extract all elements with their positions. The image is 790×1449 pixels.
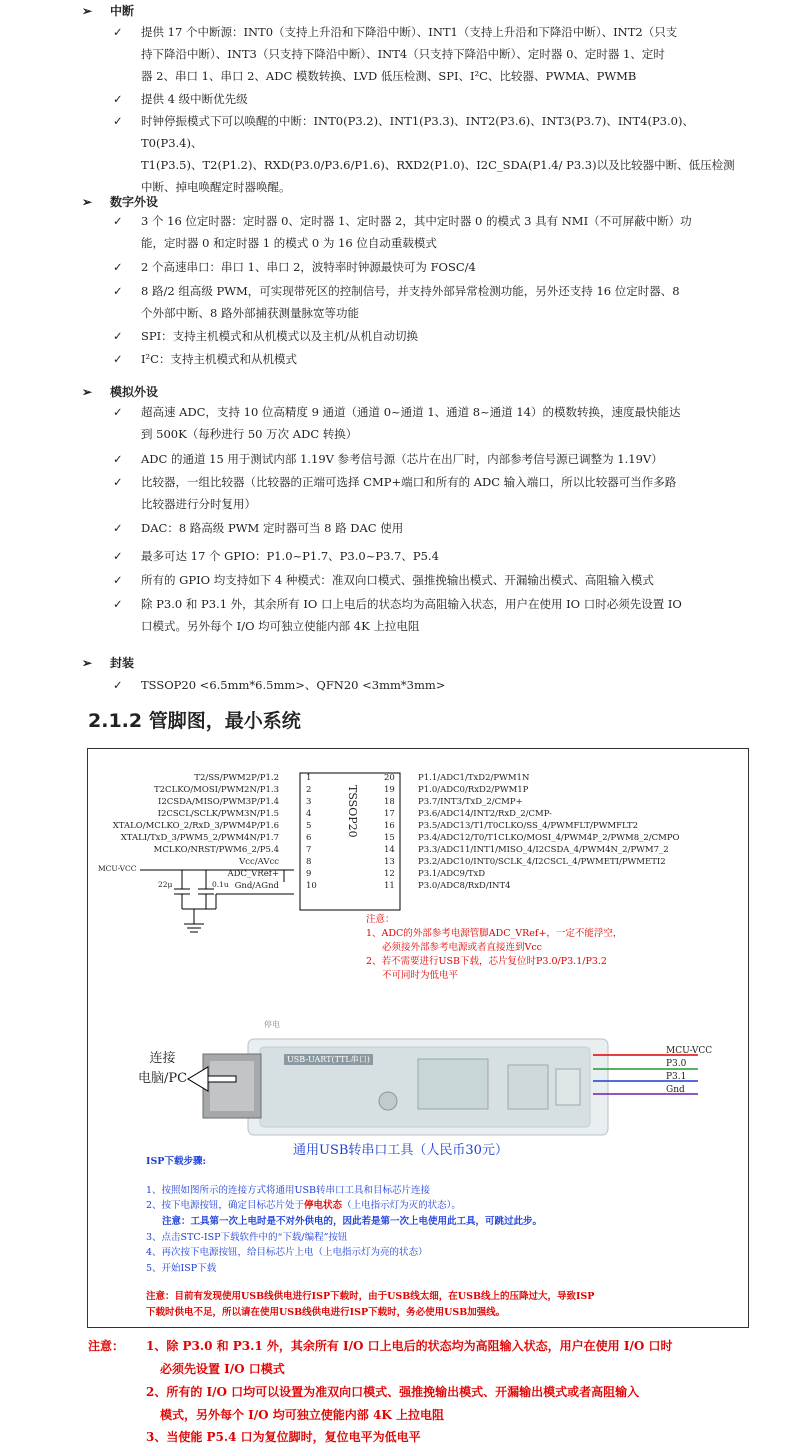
chip-pin-label-19: P1.0/ADC0/RxD2/PWM1P xyxy=(418,785,529,795)
bottom-note-line: 模式，另外每个 I/O 均可独立使能内部 4K 上拉电阻 xyxy=(160,1408,444,1422)
chip-pin-label-2: T2CLKO/MOSI/PWM2N/P1.3 xyxy=(153,785,279,795)
isp-step-1: 1、按照如图所示的连接方式将通用USB转串口工具和目标芯片连接 xyxy=(146,1185,431,1196)
chip-pin-label-20: P1.1/ADC1/TxD2/PWM1N xyxy=(418,773,530,783)
usb-board-power-label: 停电 xyxy=(264,1020,280,1029)
chip-pin-number: 11 xyxy=(384,881,395,891)
mcu-vcc-label: MCU-VCC xyxy=(98,864,137,873)
check-icon: ✓ xyxy=(113,329,123,343)
chip-pin-label-14: P3.3/ADC11/INT1/MISO_4/I2CSDA_4/PWM4N_2/PWM7_2 xyxy=(418,845,669,855)
chip-pin-label-15: P3.4/ADC12/T0/T1CLKO/MOSI_4/PWM4P_2/PWM8_2/CMPO xyxy=(418,833,680,843)
chip-pin-label-10: Gnd/AGnd xyxy=(234,881,279,891)
list-item: ✓ SPI：支持主机模式和从机模式以及主机/从机自动切换 xyxy=(113,325,753,347)
check-icon: ✓ xyxy=(113,475,123,489)
isp-step-2-note: 注意：工具第一次上电时是不对外供电的，因此若是第一次上电使用此工具，可跳过此步。 xyxy=(162,1216,543,1227)
chip-pin-label-5: XTALO/MCLKO_2/RxD_3/PWM4P/P1.6 xyxy=(112,821,279,831)
usb-board-label: USB-UART(TTL串口) xyxy=(284,1054,373,1065)
chip-pin-number: 3 xyxy=(306,797,312,807)
bottom-note-line: 2、所有的 I/O 口均可以设置为准双向口模式、强推挽输出模式、开漏输出模式或者高阻输入 xyxy=(146,1385,640,1399)
arrow-icon: ➢ xyxy=(82,385,93,399)
list-item: ✓ 时钟停振模式下可以唤醒的中断：INT0(P3.2)、INT1(P3.3)、INT2(P3.6)、INT3(P3.7)、INT4(P3.0)、T0(P3.4)、 T1(P3.5)、T2(P1.2)、RXD(P3.0/P3.6/P1.6)、RXD2(P1.0)、I2C_SDA(P1.4/ P3.3)以及比较器中断、低压检测 中断、掉电唤醒定时器唤醒。 xyxy=(113,110,753,198)
chip-pin-number: 6 xyxy=(306,833,312,843)
check-icon: ✓ xyxy=(113,452,123,466)
arrow-icon: ➢ xyxy=(82,195,93,209)
chip-pin-number: 12 xyxy=(384,869,395,879)
chip-pin-label-4: I2CSCL/SCLK/PWM3N/P1.5 xyxy=(157,809,279,819)
arrow-icon: ➢ xyxy=(82,656,93,670)
list-item: ✓ TSSOP20 <6.5mm*6.5mm>、QFN20 <3mm*3mm> xyxy=(113,674,753,696)
list-item: ✓ 提供 17 个中断源：INT0（支持上升沿和下降沿中断）、INT1（支持上升沿和下降沿中断）、INT2（只支 持下降沿中断）、INT3（只支持下降沿中断）、INT4（只支持下降沿中断）、定时器 0、定时器 1、定时 器 2、串口 1、串口 2、ADC 模数转换、LVD 低压检测、SPI、I²C、比较器、PWMA、PWMB xyxy=(113,21,753,87)
list-item: ✓ 所有的 GPIO 均支持如下 4 种模式：准双向口模式、强推挽输出模式、开漏输出模式、高阻输入模式 xyxy=(113,569,753,591)
check-icon: ✓ xyxy=(113,214,123,228)
chip-pin-number: 4 xyxy=(306,809,312,819)
section-digital-title: ➢ 数字外设 xyxy=(82,195,159,209)
isp-step-2: 2、按下电源按钮，确定目标芯片处于停电状态（上电指示灯为灭的状态）。 xyxy=(146,1200,461,1211)
list-item: ✓ 最多可达 17 个 GPIO：P1.0~P1.7、P3.0~P3.7、P5.4 xyxy=(113,545,753,567)
bottom-note-line: 必须先设置 I/O 口模式 xyxy=(160,1362,285,1376)
chip-pin-number: 1 xyxy=(306,773,312,783)
isp-warning-2: 下载时供电不足，所以请在使用USB线供电进行ISP下载时，务必使用USB加强线。 xyxy=(146,1307,506,1318)
list-item: ✓ DAC：8 路高级 PWM 定时器可当 8 路 DAC 使用 xyxy=(113,517,753,539)
isp-step-3: 3、点击STC-ISP下载软件中的“下载/编程”按钮 xyxy=(146,1232,348,1243)
chip-pin-number: 13 xyxy=(384,857,395,867)
section-heading: 2.1.2 管脚图，最小系统 xyxy=(88,710,301,732)
list-item: ✓ 除 P3.0 和 P3.1 外，其余所有 IO 口上电后的状态均为高阻输入状态，用户在使用 IO 口时必须先设置 IO 口模式。另外每个 I/O 均可独立使能内部 4K 上拉电阻 xyxy=(113,593,753,637)
chip-pin-number: 5 xyxy=(306,821,312,831)
check-icon: ✓ xyxy=(113,260,123,274)
cap-22u-label: 22μ xyxy=(158,880,173,889)
pinout-figure xyxy=(87,748,749,1328)
bottom-note-line: 3、当使能 P5.4 口为复位脚时，复位电平为低电平 xyxy=(146,1430,421,1444)
usb-signal-labels: MCU-VCC P3.0 P3.1 Gnd xyxy=(666,1046,713,1095)
bottom-note-line: 1、除 P3.0 和 P3.1 外，其余所有 I/O 口上电后的状态均为高阻输入状态，用户在使用 I/O 口时 xyxy=(146,1339,673,1353)
list-item: ✓ 3 个 16 位定时器：定时器 0、定时器 1、定时器 2，其中定时器 0 的模式 3 具有 NMI（不可屏蔽中断）功 能，定时器 0 和定时器 1 的模式 0 为 16 位自动重载模式 xyxy=(113,210,753,254)
chip-pin-number: 9 xyxy=(306,869,312,879)
chip-pin-number: 19 xyxy=(384,785,395,795)
cap-01u-label: 0.1u xyxy=(212,880,229,889)
check-icon: ✓ xyxy=(113,92,123,106)
list-item: ✓ I²C：支持主机模式和从机模式 xyxy=(113,348,753,370)
chip-pin-label-16: P3.5/ADC13/T1/T0CLKO/SS_4/PWMFLT/PWMFLT2 xyxy=(418,821,639,831)
chip-package-label: TSSOP20 xyxy=(346,785,359,838)
chip-pin-label-1: T2/SS/PWM2P/P1.2 xyxy=(194,773,279,783)
check-icon: ✓ xyxy=(113,114,123,128)
chip-pin-label-11: P3.0/ADC8/RxD/INT4 xyxy=(418,881,511,891)
chip-pin-label-13: P3.2/ADC10/INT0/SCLK_4/I2CSCL_4/PWMETI/PWMETI2 xyxy=(418,857,666,867)
list-item: ✓ 8 路/2 组高级 PWM，可实现带死区的控制信号，并支持外部异常检测功能，另外还支持 16 位定时器、8 个外部中断、8 路外部捕获测量脉宽等功能 xyxy=(113,280,753,324)
chip-pin-number: 15 xyxy=(384,833,395,843)
chip-pin-number: 16 xyxy=(384,821,395,831)
check-icon: ✓ xyxy=(113,573,123,587)
chip-pin-label-12: P3.1/ADC9/TxD xyxy=(418,869,486,879)
list-item: ✓ ADC 的通道 15 用于测试内部 1.19V 参考信号源（芯片在出厂时，内部参考信号源已调整为 1.19V） xyxy=(113,448,753,470)
chip-pin-label-6: XTALI/TxD_3/PWM5_2/PWM4N/P1.7 xyxy=(120,833,279,843)
chip-pin-number: 18 xyxy=(384,797,395,807)
section-interrupt-title: ➢ 中断 xyxy=(82,4,135,18)
check-icon: ✓ xyxy=(113,549,123,563)
usb-tool-caption: 通用USB转串口工具（人民币30元） xyxy=(293,1143,508,1158)
isp-step-5: 5、开始ISP下载 xyxy=(146,1263,217,1274)
check-icon: ✓ xyxy=(113,352,123,366)
arrow-icon: ➢ xyxy=(82,4,93,18)
isp-step-4: 4、再次按下电源按钮，给目标芯片上电（上电指示灯为亮的状态） xyxy=(146,1247,428,1258)
figure-note: 注意： 1、ADC的外部参考电源管脚ADC_VRef+，一定不能浮空， 必须接外部参考电源或者直接连到Vcc 2、若不需要进行USB下载，芯片复位时P3.0/P3.1/P3.2 不可同时为低电平 xyxy=(366,914,623,981)
isp-warning-1: 注意：目前有发现使用USB线供电进行ISP下载时，由于USB线太细，在USB线上的压降过大，导致ISP xyxy=(146,1291,595,1302)
list-item: ✓ 比较器，一组比较器（比较器的正端可选择 CMP+端口和所有的 ADC 输入端口，所以比较器可当作多路 比较器进行分时复用） xyxy=(113,471,753,515)
check-icon: ✓ xyxy=(113,521,123,535)
isp-title: ISP下载步骤: xyxy=(146,1156,206,1167)
bottom-note-label: 注意： xyxy=(88,1339,125,1353)
chip-pin-label-9: ADC_VRef+ xyxy=(227,869,279,879)
chip-pin-number: 8 xyxy=(306,857,312,867)
section-analog-title: ➢ 模拟外设 xyxy=(82,385,159,399)
chip-pin-label-17: P3.6/ADC14/INT2/RxD_2/CMP- xyxy=(418,809,552,819)
chip-pin-number: 17 xyxy=(384,809,395,819)
section-package-title: ➢ 封装 xyxy=(82,656,135,670)
check-icon: ✓ xyxy=(113,25,123,39)
chip-pin-number: 7 xyxy=(306,845,312,855)
chip-pin-number: 10 xyxy=(306,881,317,891)
check-icon: ✓ xyxy=(113,405,123,419)
check-icon: ✓ xyxy=(113,678,123,692)
chip-pin-number: 14 xyxy=(384,845,395,855)
chip-pin-number: 20 xyxy=(384,773,395,783)
list-item: ✓ 超高速 ADC，支持 10 位高精度 9 通道（通道 0~通道 1、通道 8~通道 14）的模数转换，速度最快能达 到 500K（每秒进行 50 万次 ADC 转换） xyxy=(113,401,753,445)
check-icon: ✓ xyxy=(113,284,123,298)
chip-pin-label-7: MCLKO/NRST/PWM6_2/P5.4 xyxy=(153,845,279,855)
check-icon: ✓ xyxy=(113,597,123,611)
pc-connect-label: 连接 电脑/PC xyxy=(138,1051,188,1086)
chip-pin-label-8: Vcc/AVcc xyxy=(239,857,279,867)
chip-pin-label-18: P3.7/INT3/TxD_2/CMP+ xyxy=(418,797,523,807)
list-item: ✓ 提供 4 级中断优先级 xyxy=(113,88,753,110)
chip-pin-label-3: I2CSDA/MISO/PWM3P/P1.4 xyxy=(157,797,279,807)
list-item: ✓ 2 个高速串口：串口 1、串口 2，波特率时钟源最快可为 FOSC/4 xyxy=(113,256,753,278)
chip-pin-number: 2 xyxy=(306,785,312,795)
